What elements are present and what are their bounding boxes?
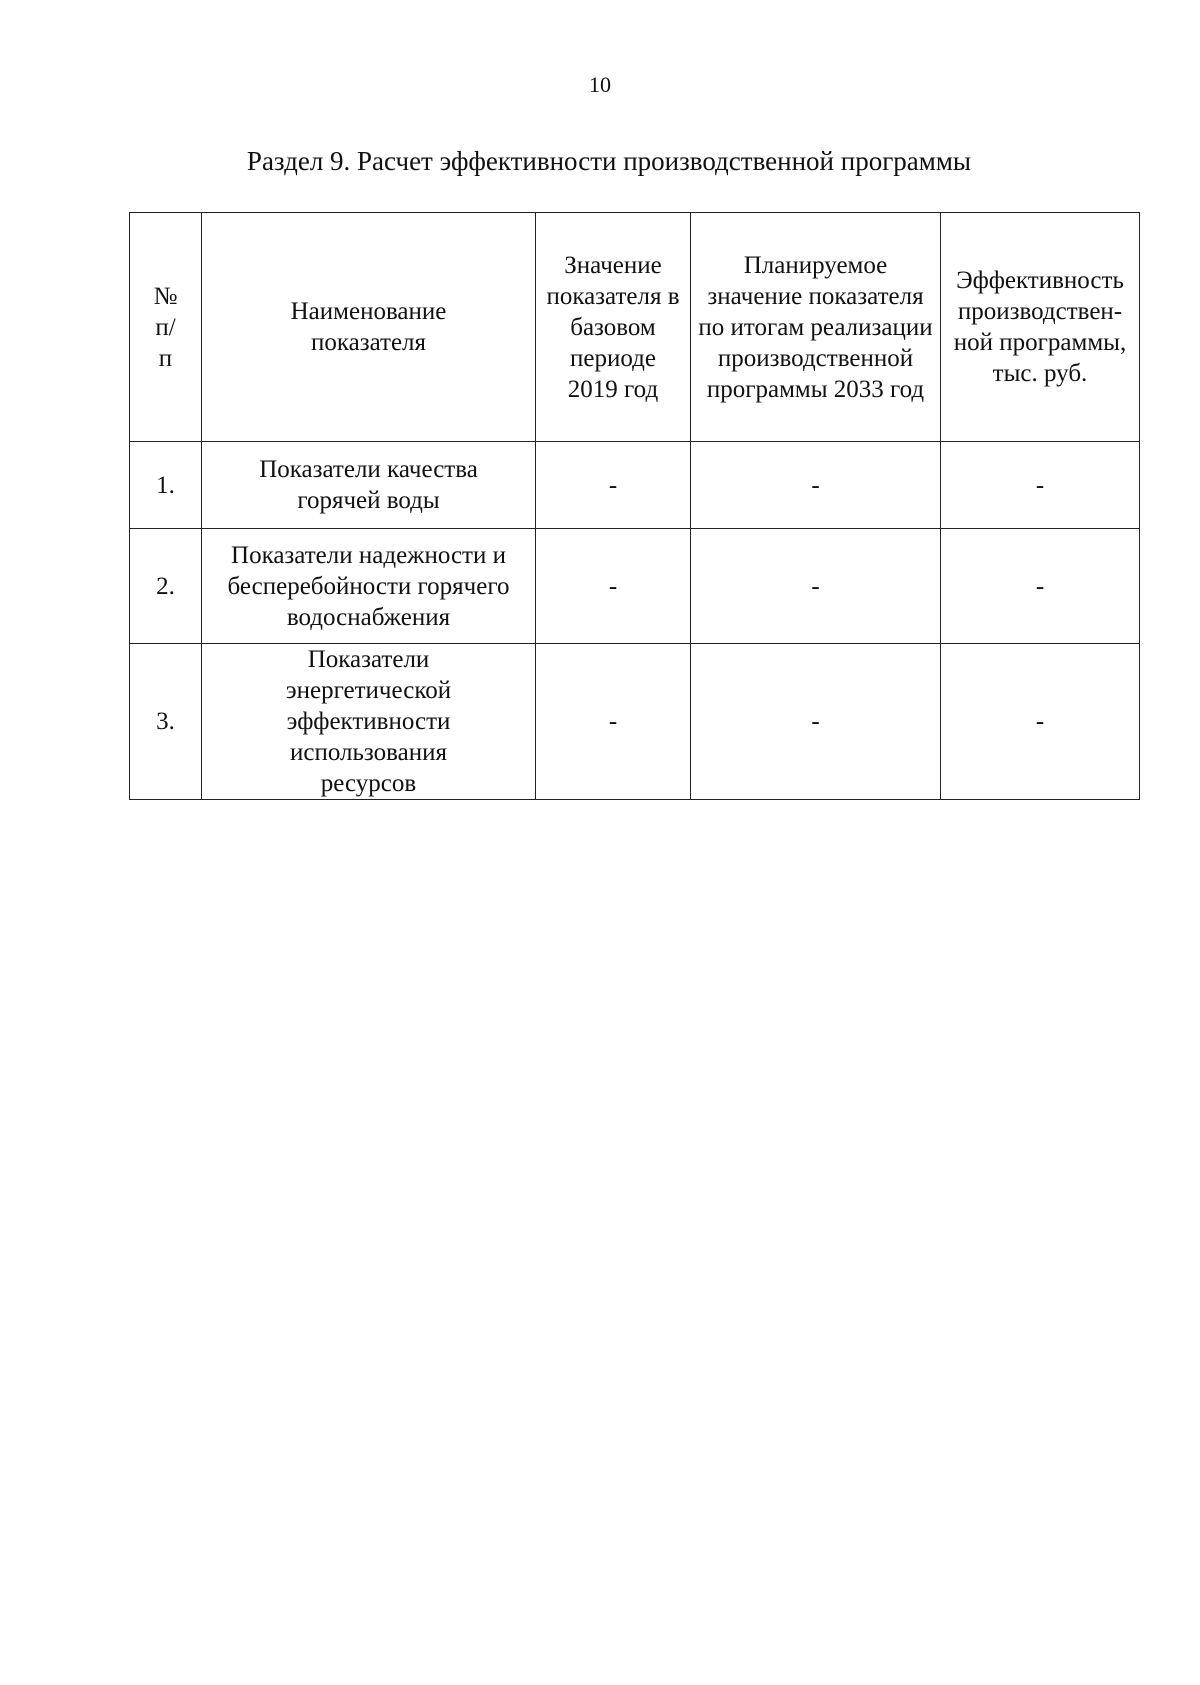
header-efficiency-label: Эффективность производствен-ной программы, тыс. руб. [953, 267, 1127, 387]
header-indicator-name [202, 213, 536, 442]
header-base-value-label: Значение показателя в базовом периоде 2019 год [546, 251, 680, 403]
header-planned-value [691, 213, 941, 442]
efficiency-value: - [941, 442, 1140, 529]
efficiency-value: - [941, 529, 1140, 644]
header-indicator-name-label: Наименование показателя [290, 298, 447, 356]
table-row [130, 644, 1140, 800]
row-number: 2. [130, 529, 202, 644]
indicator-name-text: Показатели качества горячей воды [259, 456, 478, 514]
table-body [130, 442, 1140, 800]
header-row-number [130, 213, 202, 442]
base-value: - [536, 442, 691, 529]
indicator-name [202, 529, 536, 644]
table-header [130, 213, 1140, 442]
header-base-value [536, 213, 691, 442]
efficiency-value: - [941, 644, 1140, 800]
efficiency-table [129, 212, 1140, 800]
row-number: 1. [130, 442, 202, 529]
section-title: Раздел 9. Расчет эффективности производственной программы [246, 146, 972, 176]
page-number: 10 [589, 72, 611, 97]
planned-value: - [691, 442, 941, 529]
indicator-name [202, 644, 536, 800]
header-efficiency [941, 213, 1140, 442]
header-planned-value-label: Планируемое значение показателя по итогам реализации производственной программы 2033 год [698, 251, 933, 403]
indicator-name-text: Показатели энергетической эффективности использования ресурсов [285, 646, 452, 797]
base-value: - [536, 644, 691, 800]
indicator-name-text: Показатели надежности и бесперебойности горячего водоснабжения [227, 541, 510, 631]
base-value: - [536, 529, 691, 644]
indicator-name [202, 442, 536, 529]
table-row [130, 442, 1140, 529]
planned-value: - [691, 529, 941, 644]
table-row [130, 529, 1140, 644]
planned-value: - [691, 644, 941, 800]
header-row [130, 213, 1140, 442]
header-row-number-label: № п/п [153, 282, 178, 372]
row-number: 3. [130, 644, 202, 800]
